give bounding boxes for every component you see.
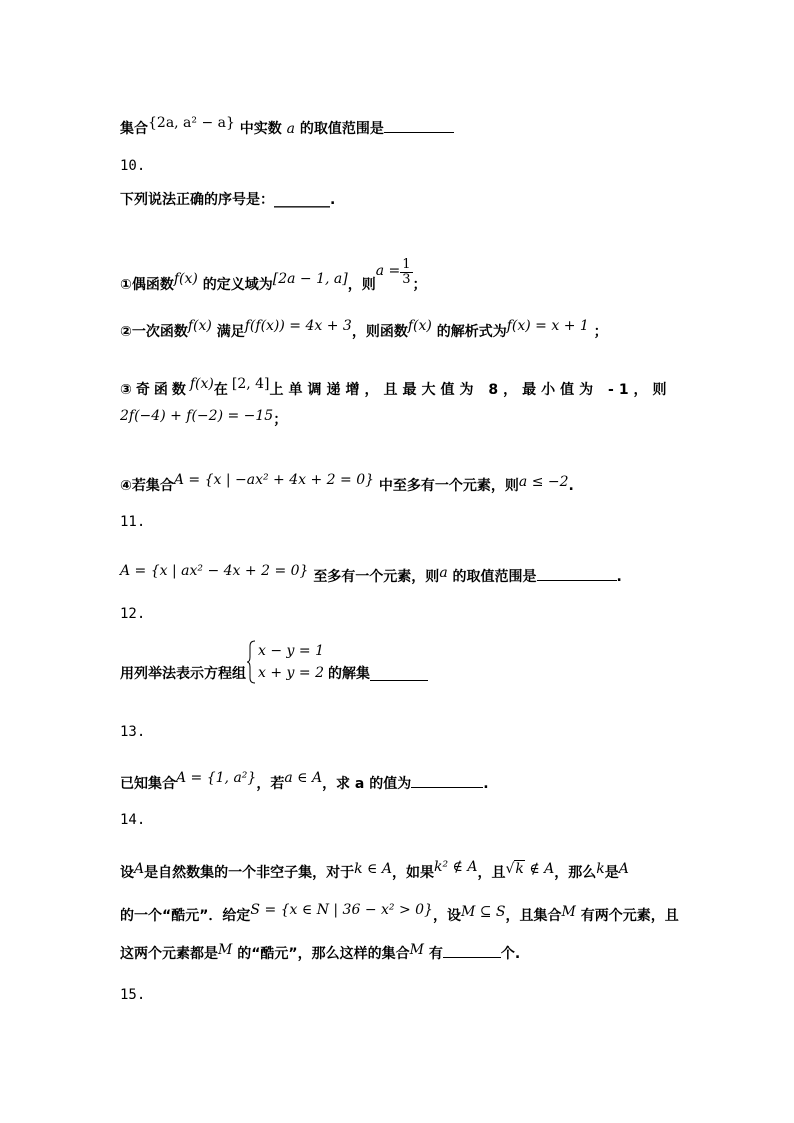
- q14-line2: [120, 900, 679, 926]
- q9-answer-blank[interactable]: [384, 118, 454, 133]
- q14-line3: [120, 940, 520, 964]
- text: ，设: [432, 908, 461, 924]
- math-k-in-A: k ∈ A: [354, 861, 392, 877]
- text: 满足: [216, 324, 245, 340]
- text: 已知集合: [120, 776, 176, 792]
- math-A: A: [618, 861, 629, 877]
- q12-number: 12.: [120, 606, 146, 622]
- text: 的一个“酷元”．给定: [120, 908, 251, 924]
- text: 这两个元素都是: [120, 946, 218, 962]
- text: ；: [273, 412, 288, 428]
- q13-answer-blank[interactable]: [411, 773, 483, 788]
- text: ，则函数: [351, 324, 408, 340]
- q9-var: a: [286, 121, 296, 137]
- q10-item4: [120, 470, 574, 496]
- text: 有: [428, 946, 443, 962]
- q11-number: 11.: [120, 514, 146, 530]
- math-notin: ∉ A: [524, 861, 555, 877]
- text: 中至多有一个元素，则: [378, 478, 519, 494]
- math-fx: f(x): [189, 376, 214, 392]
- fraction-one-third: [400, 258, 412, 287]
- q15-number: 15.: [120, 987, 146, 1003]
- math-var: a: [439, 565, 448, 581]
- equation-2: x + y = 2: [258, 665, 324, 681]
- text: 的定义域为: [202, 277, 273, 293]
- q10-item2: [120, 316, 608, 342]
- text: ，且集合: [505, 908, 562, 924]
- text: ，则: [347, 277, 376, 293]
- math-condition: f(f(x)) = 4x + 3: [244, 318, 352, 334]
- text: 的取值范围是: [452, 569, 537, 585]
- text: 一次函数: [131, 324, 188, 340]
- math-fx: f(x): [187, 318, 212, 334]
- left-brace-icon: [246, 640, 256, 684]
- math-set: A = {x | −ax² + 4x + 2 = 0}: [173, 472, 375, 488]
- math-k: k: [596, 861, 605, 877]
- q14-answer-blank[interactable]: [443, 943, 501, 958]
- math-interval: [2, 4]: [231, 376, 270, 392]
- equation-system: [246, 640, 324, 684]
- q14-line1: [120, 857, 629, 883]
- text: 个.: [500, 946, 521, 962]
- q10-stem: 下列说法正确的序号是：________.: [120, 192, 336, 208]
- math-M: M: [409, 942, 424, 958]
- text: 若集合: [131, 478, 174, 494]
- q9-text: 集合: [120, 121, 148, 137]
- circle-4: ④: [120, 478, 132, 494]
- circle-2: ②: [120, 324, 132, 340]
- text: ，且: [477, 865, 506, 881]
- numerator: 1: [402, 257, 411, 272]
- text: 在: [213, 382, 232, 398]
- text: 奇函数: [135, 382, 190, 398]
- math-M: M: [561, 904, 576, 920]
- text: 是: [604, 865, 619, 881]
- math-fx: f(x): [173, 271, 198, 287]
- denominator: 3: [402, 272, 411, 287]
- q10-item1: [120, 258, 427, 295]
- text: 上单调递增，且最大值为 8，最小值为 -1，则: [269, 382, 672, 398]
- text: 有两个元素，且: [580, 908, 679, 924]
- q10-item3: [120, 374, 672, 400]
- text: .: [483, 776, 489, 792]
- circle-1: ①: [120, 277, 132, 293]
- text: 偶函数: [131, 277, 174, 293]
- q12-line: [120, 640, 428, 684]
- math-condition: a ∈ A: [284, 770, 323, 786]
- q14-number: 14.: [120, 812, 146, 828]
- q11-line: [120, 561, 622, 587]
- text: 的“酷元”，那么这样的集合: [237, 946, 410, 962]
- math-expression: 2f(−4) + f(−2) = −15: [120, 408, 274, 424]
- text: ，求 a 的值为: [322, 776, 412, 792]
- q12-answer-blank[interactable]: [370, 666, 428, 681]
- text: ，如果: [391, 865, 434, 881]
- math-M-subset-S: M ⊆ S: [460, 904, 506, 920]
- q13-number: 13.: [120, 724, 146, 740]
- math-set: A = {1, a²}: [176, 770, 257, 786]
- math-sqrt-k-notin-A: √k ∉ A: [505, 861, 555, 877]
- equation-1: x − y = 1: [258, 643, 324, 659]
- math-set: A = {x | ax² − 4x + 2 = 0}: [120, 563, 309, 579]
- q11-answer-blank[interactable]: [537, 566, 617, 581]
- text: 设: [120, 865, 134, 881]
- q9-set-expr: {2a, a² − a}: [148, 115, 235, 131]
- text: ，那么: [554, 865, 597, 881]
- math-A: A: [134, 861, 145, 877]
- text: 的解析式为: [436, 324, 507, 340]
- q9-text-b: 中实数: [239, 121, 282, 137]
- math-a-eq: a =: [375, 263, 401, 279]
- q9-line: [120, 113, 454, 139]
- text: ；: [593, 324, 608, 340]
- text: 用列举法表示方程组: [120, 666, 246, 682]
- math-interval: [2a − 1, a]: [272, 271, 348, 287]
- math-M: M: [218, 942, 233, 958]
- text: ，若: [256, 776, 285, 792]
- circle-3: ③: [120, 382, 136, 398]
- text: 至多有一个元素，则: [313, 569, 440, 585]
- q13-line: [120, 768, 489, 794]
- math-fx: f(x): [407, 318, 432, 334]
- text: ；: [412, 277, 427, 293]
- text: .: [568, 478, 574, 494]
- math-set-S: S = {x ∈ N | 36 − x² > 0}: [250, 902, 433, 918]
- math-k2-notin-A: k² ∉ A: [433, 859, 478, 875]
- math-answer: f(x) = x + 1: [506, 318, 589, 334]
- text: 的解集: [327, 666, 370, 682]
- q10-item3-cont: [120, 406, 287, 430]
- text: 是自然数集的一个非空子集，对于: [144, 865, 355, 881]
- text: .: [616, 569, 622, 585]
- sqrt-radicand: k: [515, 861, 524, 877]
- q9-text-c: 的取值范围是: [299, 121, 384, 137]
- math-condition: a ≤ −2: [518, 474, 569, 490]
- q10-number: 10.: [120, 158, 146, 174]
